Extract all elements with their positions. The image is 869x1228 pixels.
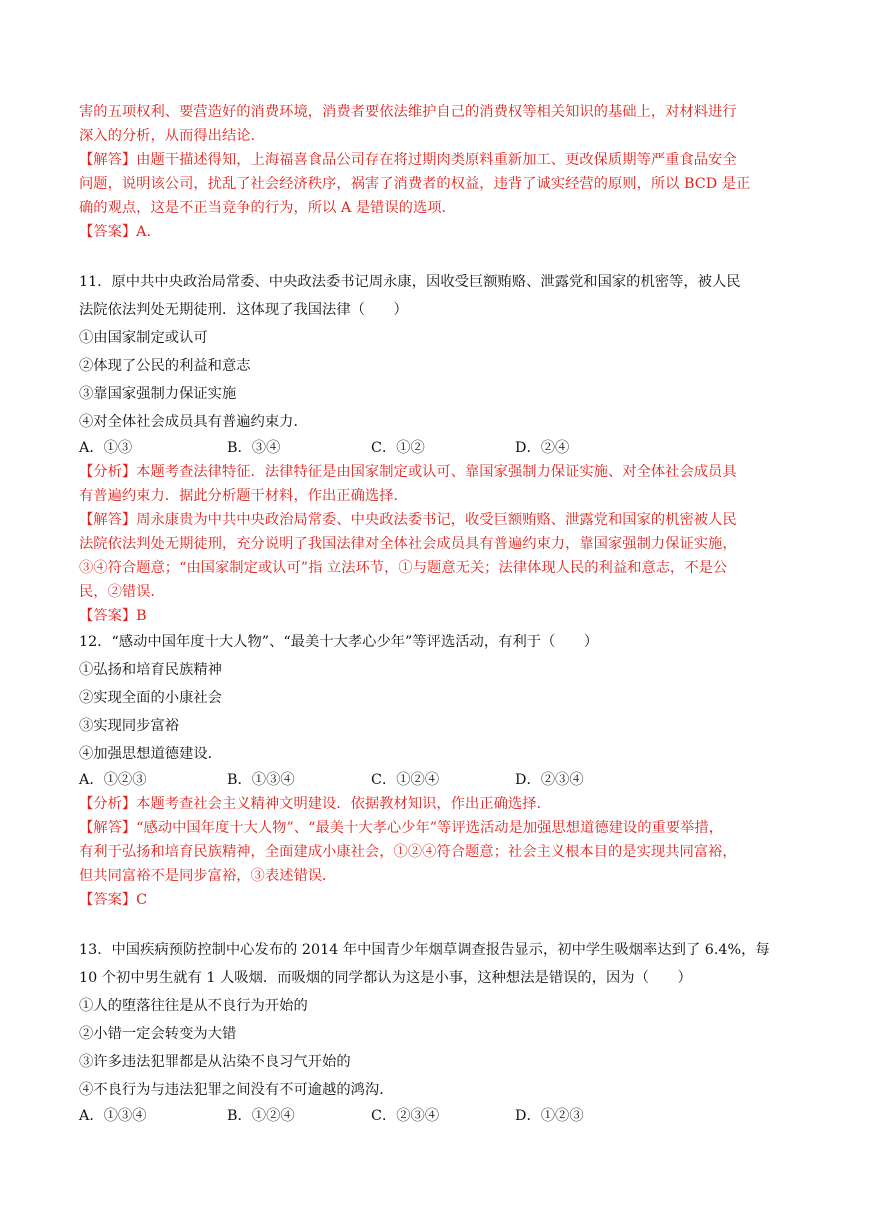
- explanation-line: 法院依法判处无期徒刑，充分说明了我国法律对全体社会成员具有普遍约束力，靠国家强制力保证实施，: [79, 536, 737, 552]
- option-item: ④不良行为与违法犯罪之间没有不可逾越的鸿沟．: [79, 1082, 394, 1098]
- question-stem: 12．“感动中国年度十大人物”、“最美十大孝心少年”等评选活动，有利于（ ）: [79, 634, 599, 650]
- question-11: [79, 268, 797, 628]
- explanation-line: 确的观点，这是不正当竞争的行为，所以 A 是错误的选项.: [79, 200, 447, 216]
- explanation-line: 问题，说明该公司，扰乱了社会经济秩序，祸害了消费者的权益，违背了诚实经营的原则，所以 BCD 是正: [79, 176, 751, 192]
- answer-line: 【答案】A.: [79, 224, 152, 240]
- choice-d: D．①②③: [515, 1108, 584, 1124]
- choice-b: B．①③④: [227, 772, 295, 788]
- analysis-line: 【分析】本题考查法律特征．法律特征是由国家制定或认可、靠国家强制力保证实施、对全体社会成员具: [79, 464, 737, 480]
- previous-explanation-tail: [79, 100, 797, 244]
- choice-d: D．②③④: [515, 772, 584, 788]
- choice-a: A．①③: [79, 440, 133, 456]
- choice-c: C．①②: [371, 440, 425, 456]
- analysis-block: [79, 792, 797, 912]
- analysis-line: 【分析】本题考查社会主义精神文明建设．依据教材知识，作出正确选择．: [79, 796, 551, 812]
- question-stem: 10 个初中男生就有 1 人吸烟．而吸烟的同学都认为这是小事，这种想法是错误的，因为（ ）: [79, 970, 692, 986]
- choice-c: C．①②④: [371, 772, 440, 788]
- option-item: ③靠国家强制力保证实施: [79, 386, 237, 402]
- analysis-line: 有普遍约束力．据此分析题干材料，作出正确选择．: [79, 488, 408, 504]
- choice-d: D．②④: [515, 440, 570, 456]
- answer-choices: [79, 768, 797, 792]
- choice-b: B．①②④: [227, 1108, 295, 1124]
- explanation-line: 【解答】由题干描述得知，上海福喜食品公司存在将过期肉类原料重新加工、更改保质期等严重食品安全: [79, 152, 737, 168]
- explanation-line: 害的五项权利、要营造好的消费环境，消费者要依法维护自己的消费权等相关知识的基础上，对材料进行: [79, 104, 737, 120]
- explanation-line: 民，②错误．: [79, 584, 165, 600]
- explanation-line: 【解答】“感动中国年度十大人物”、“最美十大孝心少年”等评选活动是加强思想道德建设的重要举措，: [79, 820, 723, 836]
- question-stem: 11．原中共中央政治局常委、中央政法委书记周永康，因收受巨额贿赂、泄露党和国家的机密等，被人民: [79, 274, 741, 290]
- answer-line: 【答案】C: [79, 892, 148, 908]
- question-stem: 13．中国疾病预防控制中心发布的 2014 年中国青少年烟草调查报告显示，初中学生吸烟率达到了 6.4%，每: [79, 942, 770, 958]
- option-item: ④加强思想道德建设．: [79, 746, 222, 762]
- answer-line: 【答案】B: [79, 608, 147, 624]
- option-item: ④对全体社会成员具有普遍约束力．: [79, 414, 308, 430]
- question-12: [79, 628, 797, 912]
- option-item: ①由国家制定或认可: [79, 330, 208, 346]
- answer-choices: [79, 436, 797, 460]
- choice-a: A．①②③: [79, 772, 147, 788]
- option-item: ③实现同步富裕: [79, 718, 180, 734]
- option-item: ②体现了公民的利益和意志: [79, 358, 251, 374]
- option-item: ②小错一定会转变为大错: [79, 1026, 237, 1042]
- explanation-line: 但共同富裕不是同步富裕，③表述错误．: [79, 868, 337, 884]
- choice-b: B．③④: [227, 440, 281, 456]
- answer-choices: [79, 1104, 797, 1128]
- option-item: ①人的堕落往往是从不良行为开始的: [79, 998, 308, 1014]
- choice-a: A．①③④: [79, 1108, 147, 1124]
- explanation-line: 【解答】周永康贵为中共中央政治局常委、中央政法委书记，收受巨额贿赂、泄露党和国家的机密被人民: [79, 512, 737, 528]
- question-13: [79, 936, 797, 1128]
- analysis-block: [79, 460, 797, 628]
- option-item: ①弘扬和培育民族精神: [79, 662, 222, 678]
- option-item: ②实现全面的小康社会: [79, 690, 222, 706]
- option-item: ③许多违法犯罪都是从沾染不良习气开始的: [79, 1054, 351, 1070]
- explanation-line: 深入的分析，从而得出结论.: [79, 128, 256, 144]
- explanation-line: ③④符合题意；“由国家制定或认可”指 立法环节，①与题意无关；法律体现人民的利益和意志，不是公: [79, 560, 728, 576]
- explanation-line: 有利于弘扬和培育民族精神，全面建成小康社会，①②④符合题意；社会主义根本目的是实现共同富裕，: [79, 844, 737, 860]
- question-stem: 法院依法判处无期徒刑．这体现了我国法律（ ）: [79, 302, 408, 318]
- choice-c: C．②③④: [371, 1108, 440, 1124]
- document-page: [79, 100, 797, 1128]
